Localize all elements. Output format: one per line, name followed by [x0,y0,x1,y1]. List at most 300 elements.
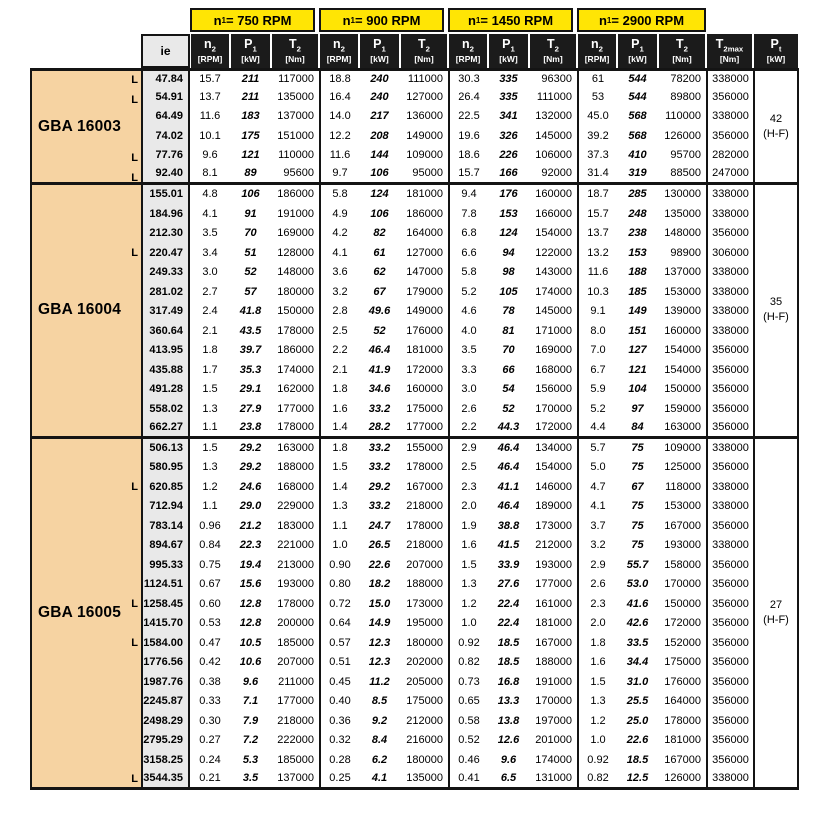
n2-value: 1.8 [319,439,359,459]
n2-value: 0.24 [190,751,230,771]
t2-value: 178000 [400,517,448,537]
p1-value: 55.7 [617,556,658,576]
t2-value: 122000 [529,244,577,264]
n2-value: 3.3 [448,361,488,381]
n2-value: 1.1 [319,517,359,537]
t2-value: 92000 [529,166,577,186]
p1-value: 78 [488,302,529,322]
p1-value: 33.2 [359,458,400,478]
t2-value: 218000 [400,536,448,556]
p1-value: 33.5 [617,634,658,654]
n2-value: 6.6 [448,244,488,264]
p1-value: 25.0 [617,712,658,732]
n2-value: 4.6 [448,302,488,322]
p1-value: 11.2 [359,673,400,693]
column-header-n2: $n_2$ [RPM] [191,34,229,68]
p1-value: 9.2 [359,712,400,732]
speed-header-1450: n 1 = 1450 RPM [448,8,573,32]
t2-value: 89800 [658,88,706,108]
n2-value: 0.51 [319,653,359,673]
p1-value: 3.5 [230,770,271,790]
n2-value: 1.7 [190,361,230,381]
p1-value: 61 [359,244,400,264]
t2max-value: 356000 [706,361,753,381]
n2-value: 4.2 [319,224,359,244]
t2-value: 160000 [658,322,706,342]
t2-value: 163000 [271,439,319,459]
t2-value: 177000 [271,692,319,712]
t2-value: 180000 [271,283,319,303]
n2-value: 1.3 [448,575,488,595]
p1-value: 75 [617,458,658,478]
t2-value: 218000 [400,497,448,517]
p1-value: 410 [617,146,658,166]
p1-value: 238 [617,224,658,244]
n2-value: 0.96 [190,517,230,537]
n2-value: 7.0 [577,341,617,361]
n2-value: 0.32 [319,731,359,751]
l-marker: L [131,171,138,184]
t2-value: 127000 [400,88,448,108]
t2-value: 174000 [271,361,319,381]
n2-value: 9.1 [577,302,617,322]
model-cell [30,185,141,439]
p1-value: 70 [488,341,529,361]
p1-value: 89 [230,166,271,186]
n2-value: 0.28 [319,751,359,771]
t2-value: 159000 [658,400,706,420]
t2-value: 193000 [658,536,706,556]
t2-value: 153000 [658,497,706,517]
n2-value: 1.4 [319,478,359,498]
n2-value: 2.1 [319,361,359,381]
p1-value: 25.5 [617,692,658,712]
p1-value: 75 [617,497,658,517]
p1-value: 217 [359,107,400,127]
n2-value: 2.3 [577,595,617,615]
t2-value: 127000 [400,244,448,264]
p1-value: 66 [488,361,529,381]
n2-value: 0.40 [319,692,359,712]
t2-value: 78200 [658,68,706,88]
t2-value: 162000 [271,380,319,400]
model-cell [30,439,141,790]
p1-value: 127 [617,341,658,361]
p1-value: 18.5 [488,653,529,673]
p1-value: 33.9 [488,556,529,576]
n2-value: 5.0 [577,458,617,478]
p1-value: 568 [617,107,658,127]
t2-value: 180000 [400,751,448,771]
pt-note: (H-F) [763,127,789,140]
t2-value: 167000 [658,751,706,771]
t2-value: 137000 [658,263,706,283]
n2-value: 2.9 [448,439,488,459]
p1-value: 44.3 [488,419,529,439]
p1-value: 12.3 [359,634,400,654]
t2-value: 151000 [271,127,319,147]
n2-value: 1.2 [190,478,230,498]
t2-value: 186000 [271,185,319,205]
t2max-value: 338000 [706,478,753,498]
p1-value: 46.4 [359,341,400,361]
t2-value: 181000 [400,185,448,205]
t2max-value: 356000 [706,556,753,576]
t2-value: 148000 [658,224,706,244]
ie-value: 92.40 [141,166,190,186]
t2-value: 150000 [271,302,319,322]
ie-value: 995.33 [141,556,190,576]
p1-value: 319 [617,166,658,186]
n2-value: 1.5 [190,439,230,459]
n2-value: 45.0 [577,107,617,127]
n2-value: 1.2 [448,595,488,615]
p1-value: 22.6 [359,556,400,576]
t2-value: 193000 [271,575,319,595]
ie-value: 155.01 [141,185,190,205]
ie-value: 662.27 [141,419,190,439]
t2-value: 202000 [400,653,448,673]
ie-value: 1415.70 [141,614,190,634]
n2-value: 1.6 [448,536,488,556]
t2-value: 197000 [529,712,577,732]
p1-value: 52 [359,322,400,342]
p1-value: 144 [359,146,400,166]
n2-value: 4.1 [190,205,230,225]
p1-value: 82 [359,224,400,244]
ie-value: 435.88 [141,361,190,381]
ie-value: 558.02 [141,400,190,420]
n2-value: 10.1 [190,127,230,147]
t2-value: 110000 [658,107,706,127]
n2-value: 2.2 [319,341,359,361]
n2-value: 2.3 [448,478,488,498]
p1-value: 38.8 [488,517,529,537]
n2-value: 2.9 [577,556,617,576]
t2-value: 95600 [271,166,319,186]
t2-value: 178000 [271,419,319,439]
ie-value: 580.95 [141,458,190,478]
p1-value: 43.5 [230,322,271,342]
t2-value: 169000 [271,224,319,244]
n2-value: 1.9 [448,517,488,537]
p1-value: 22.3 [230,536,271,556]
t2-value: 160000 [400,380,448,400]
ie-value: 77.76 [141,146,190,166]
p1-value: 15.6 [230,575,271,595]
ie-value: 1258.45 [141,595,190,615]
column-header-t2: $T_2$ [Nm] [659,34,705,68]
t2-value: 152000 [658,634,706,654]
p1-value: 153 [617,244,658,264]
n2-value: 2.5 [448,458,488,478]
model-label: GBA 16003 [38,117,122,135]
ie-value: 1776.56 [141,653,190,673]
t2-value: 146000 [529,478,577,498]
column-header-p1: $P_1$ [kW] [489,34,528,68]
p1-value: 98 [488,263,529,283]
t2-value: 174000 [529,751,577,771]
n2-value: 39.2 [577,127,617,147]
n2-value: 1.3 [319,497,359,517]
t2-value: 125000 [658,458,706,478]
t2-value: 137000 [271,770,319,790]
t2max-value: 356000 [706,341,753,361]
l-marker: L [131,773,138,785]
ie-value: 317.49 [141,302,190,322]
n2-value: 0.64 [319,614,359,634]
t2-value: 154000 [658,361,706,381]
model-label: GBA 16005 [38,603,122,621]
p1-value: 104 [617,380,658,400]
n2-value: 3.7 [577,517,617,537]
n2-value: 4.0 [448,322,488,342]
t2-value: 150000 [658,595,706,615]
n2-value: 2.6 [577,575,617,595]
t2-value: 178000 [271,322,319,342]
t2-value: 216000 [400,731,448,751]
t2-value: 207000 [271,653,319,673]
t2-value: 156000 [529,380,577,400]
ie-value: 47.84 [141,68,190,88]
n2-value: 0.90 [319,556,359,576]
n2-value: 53 [577,88,617,108]
ie-value: 54.91 [141,88,190,108]
t2max-value: 356000 [706,458,753,478]
t2max-value: 247000 [706,166,753,186]
n2-value: 26.4 [448,88,488,108]
n2-value: 1.3 [190,458,230,478]
t2-value: 172000 [400,361,448,381]
t2max-value: 282000 [706,146,753,166]
n2-value: 18.6 [448,146,488,166]
t2-value: 173000 [529,517,577,537]
n2-value: 4.9 [319,205,359,225]
p1-value: 67 [617,478,658,498]
t2-value: 174000 [529,283,577,303]
t2max-value: 356000 [706,692,753,712]
t2max-value: 356000 [706,614,753,634]
column-header-t2: $T_2$ [Nm] [530,34,576,68]
n2-value: 3.0 [448,380,488,400]
t2max-value: 356000 [706,419,753,439]
p1-value: 75 [617,517,658,537]
t2-value: 135000 [658,205,706,225]
p1-value: 335 [488,68,529,88]
t2max-value: 338000 [706,205,753,225]
n2-value: 16.4 [319,88,359,108]
p1-value: 41.6 [617,595,658,615]
p1-value: 31.0 [617,673,658,693]
n2-value: 1.8 [190,341,230,361]
p1-value: 24.7 [359,517,400,537]
n2-value: 2.0 [448,497,488,517]
p1-value: 341 [488,107,529,127]
p1-value: 46.4 [488,439,529,459]
t2-value: 150000 [658,380,706,400]
ie-value: 360.64 [141,322,190,342]
n2-value: 5.9 [577,380,617,400]
t2-value: 145000 [529,127,577,147]
p1-value: 166 [488,166,529,186]
t2max-value: 338000 [706,322,753,342]
n2-value: 2.2 [448,419,488,439]
p1-value: 208 [359,127,400,147]
p1-value: 6.5 [488,770,529,790]
ie-value: 2245.87 [141,692,190,712]
ie-value: 1124.51 [141,575,190,595]
t2-value: 164000 [658,692,706,712]
p1-value: 29.1 [230,380,271,400]
t2-value: 188000 [271,458,319,478]
n2-value: 9.4 [448,185,488,205]
t2-value: 178000 [271,595,319,615]
n2-value: 0.92 [448,634,488,654]
t2-value: 155000 [400,439,448,459]
t2-value: 181000 [400,341,448,361]
t2-value: 95700 [658,146,706,166]
column-header-t2: $T_2$ [Nm] [401,34,447,68]
n2-value: 0.73 [448,673,488,693]
ie-value: 413.95 [141,341,190,361]
t2max-value: 356000 [706,673,753,693]
t2-value: 126000 [658,127,706,147]
t2-value: 126000 [658,770,706,790]
n2-value: 0.36 [319,712,359,732]
p1-value: 211 [230,68,271,88]
t2-value: 167000 [529,634,577,654]
p1-value: 18.2 [359,575,400,595]
t2-value: 200000 [271,614,319,634]
t2-value: 218000 [271,712,319,732]
t2-value: 169000 [529,341,577,361]
p1-value: 52 [230,263,271,283]
p1-value: 121 [230,146,271,166]
t2-value: 143000 [529,263,577,283]
n2-value: 3.6 [319,263,359,283]
p1-value: 185 [617,283,658,303]
t2-value: 161000 [529,595,577,615]
n2-value: 11.6 [190,107,230,127]
t2-value: 201000 [529,731,577,751]
t2max-value: 338000 [706,302,753,322]
t2-value: 181000 [658,731,706,751]
ie-value: 491.28 [141,380,190,400]
n2-value: 6.8 [448,224,488,244]
p1-value: 29.2 [230,458,271,478]
p1-value: 35.3 [230,361,271,381]
p1-value: 62 [359,263,400,283]
t2-value: 177000 [529,575,577,595]
p1-value: 15.0 [359,595,400,615]
n2-value: 0.80 [319,575,359,595]
t2-value: 135000 [271,88,319,108]
n2-value: 2.1 [190,322,230,342]
p1-value: 7.2 [230,731,271,751]
p1-value: 175 [230,127,271,147]
t2max-value: 356000 [706,653,753,673]
t2max-value: 356000 [706,380,753,400]
t2max-value: 306000 [706,244,753,264]
t2max-value: 356000 [706,712,753,732]
n2-value: 9.6 [190,146,230,166]
n2-value: 0.25 [319,770,359,790]
t2-value: 177000 [400,419,448,439]
l-marker: L [131,246,138,259]
column-header-p1: $P_1$ [kW] [360,34,399,68]
t2-value: 186000 [400,205,448,225]
n2-value: 3.0 [190,263,230,283]
t2-value: 171000 [529,322,577,342]
n2-value: 31.4 [577,166,617,186]
n2-value: 1.5 [319,458,359,478]
n2-value: 3.4 [190,244,230,264]
t2max-value: 338000 [706,68,753,88]
n2-value: 1.5 [577,673,617,693]
n2-value: 18.8 [319,68,359,88]
t2-value: 139000 [658,302,706,322]
p1-value: 21.2 [230,517,271,537]
n2-value: 6.7 [577,361,617,381]
n2-value: 11.6 [577,263,617,283]
n2-value: 14.0 [319,107,359,127]
p1-value: 46.4 [488,458,529,478]
t2-value: 131000 [529,770,577,790]
t2-value: 153000 [658,283,706,303]
n2-value: 61 [577,68,617,88]
n2-value: 4.8 [190,185,230,205]
n2-value: 10.3 [577,283,617,303]
ie-value: 184.96 [141,205,190,225]
t2-value: 145000 [529,302,577,322]
column-header-t2max: $T_{2max}$ [Nm] [707,34,752,68]
n2-value: 1.5 [448,556,488,576]
ie-value: 212.30 [141,224,190,244]
n2-value: 1.0 [319,536,359,556]
ie-value: 1584.00 [141,634,190,654]
p1-value: 29.2 [230,439,271,459]
p1-value: 12.8 [230,595,271,615]
p1-value: 18.5 [488,634,529,654]
ie-value: 220.47 [141,244,190,264]
t2-value: 109000 [400,146,448,166]
t2-value: 98900 [658,244,706,264]
t2-value: 186000 [271,341,319,361]
n2-value: 0.82 [577,770,617,790]
t2-value: 191000 [271,205,319,225]
ie-value: 3544.35 [141,770,190,790]
p1-value: 70 [230,224,271,244]
pt-cell [753,439,799,790]
n2-value: 0.30 [190,712,230,732]
l-marker: L [131,597,138,610]
l-marker: L [131,480,138,493]
t2-value: 135000 [400,770,448,790]
p1-value: 81 [488,322,529,342]
l-marker: L [131,152,138,164]
p1-value: 5.3 [230,751,271,771]
t2-value: 158000 [658,556,706,576]
t2-value: 111000 [529,88,577,108]
n2-value: 13.7 [190,88,230,108]
p1-value: 75 [617,536,658,556]
n2-value: 19.6 [448,127,488,147]
n2-value: 5.8 [319,185,359,205]
n2-value: 3.5 [190,224,230,244]
n2-value: 7.8 [448,205,488,225]
t2-value: 170000 [529,400,577,420]
pt-cell [753,68,799,185]
